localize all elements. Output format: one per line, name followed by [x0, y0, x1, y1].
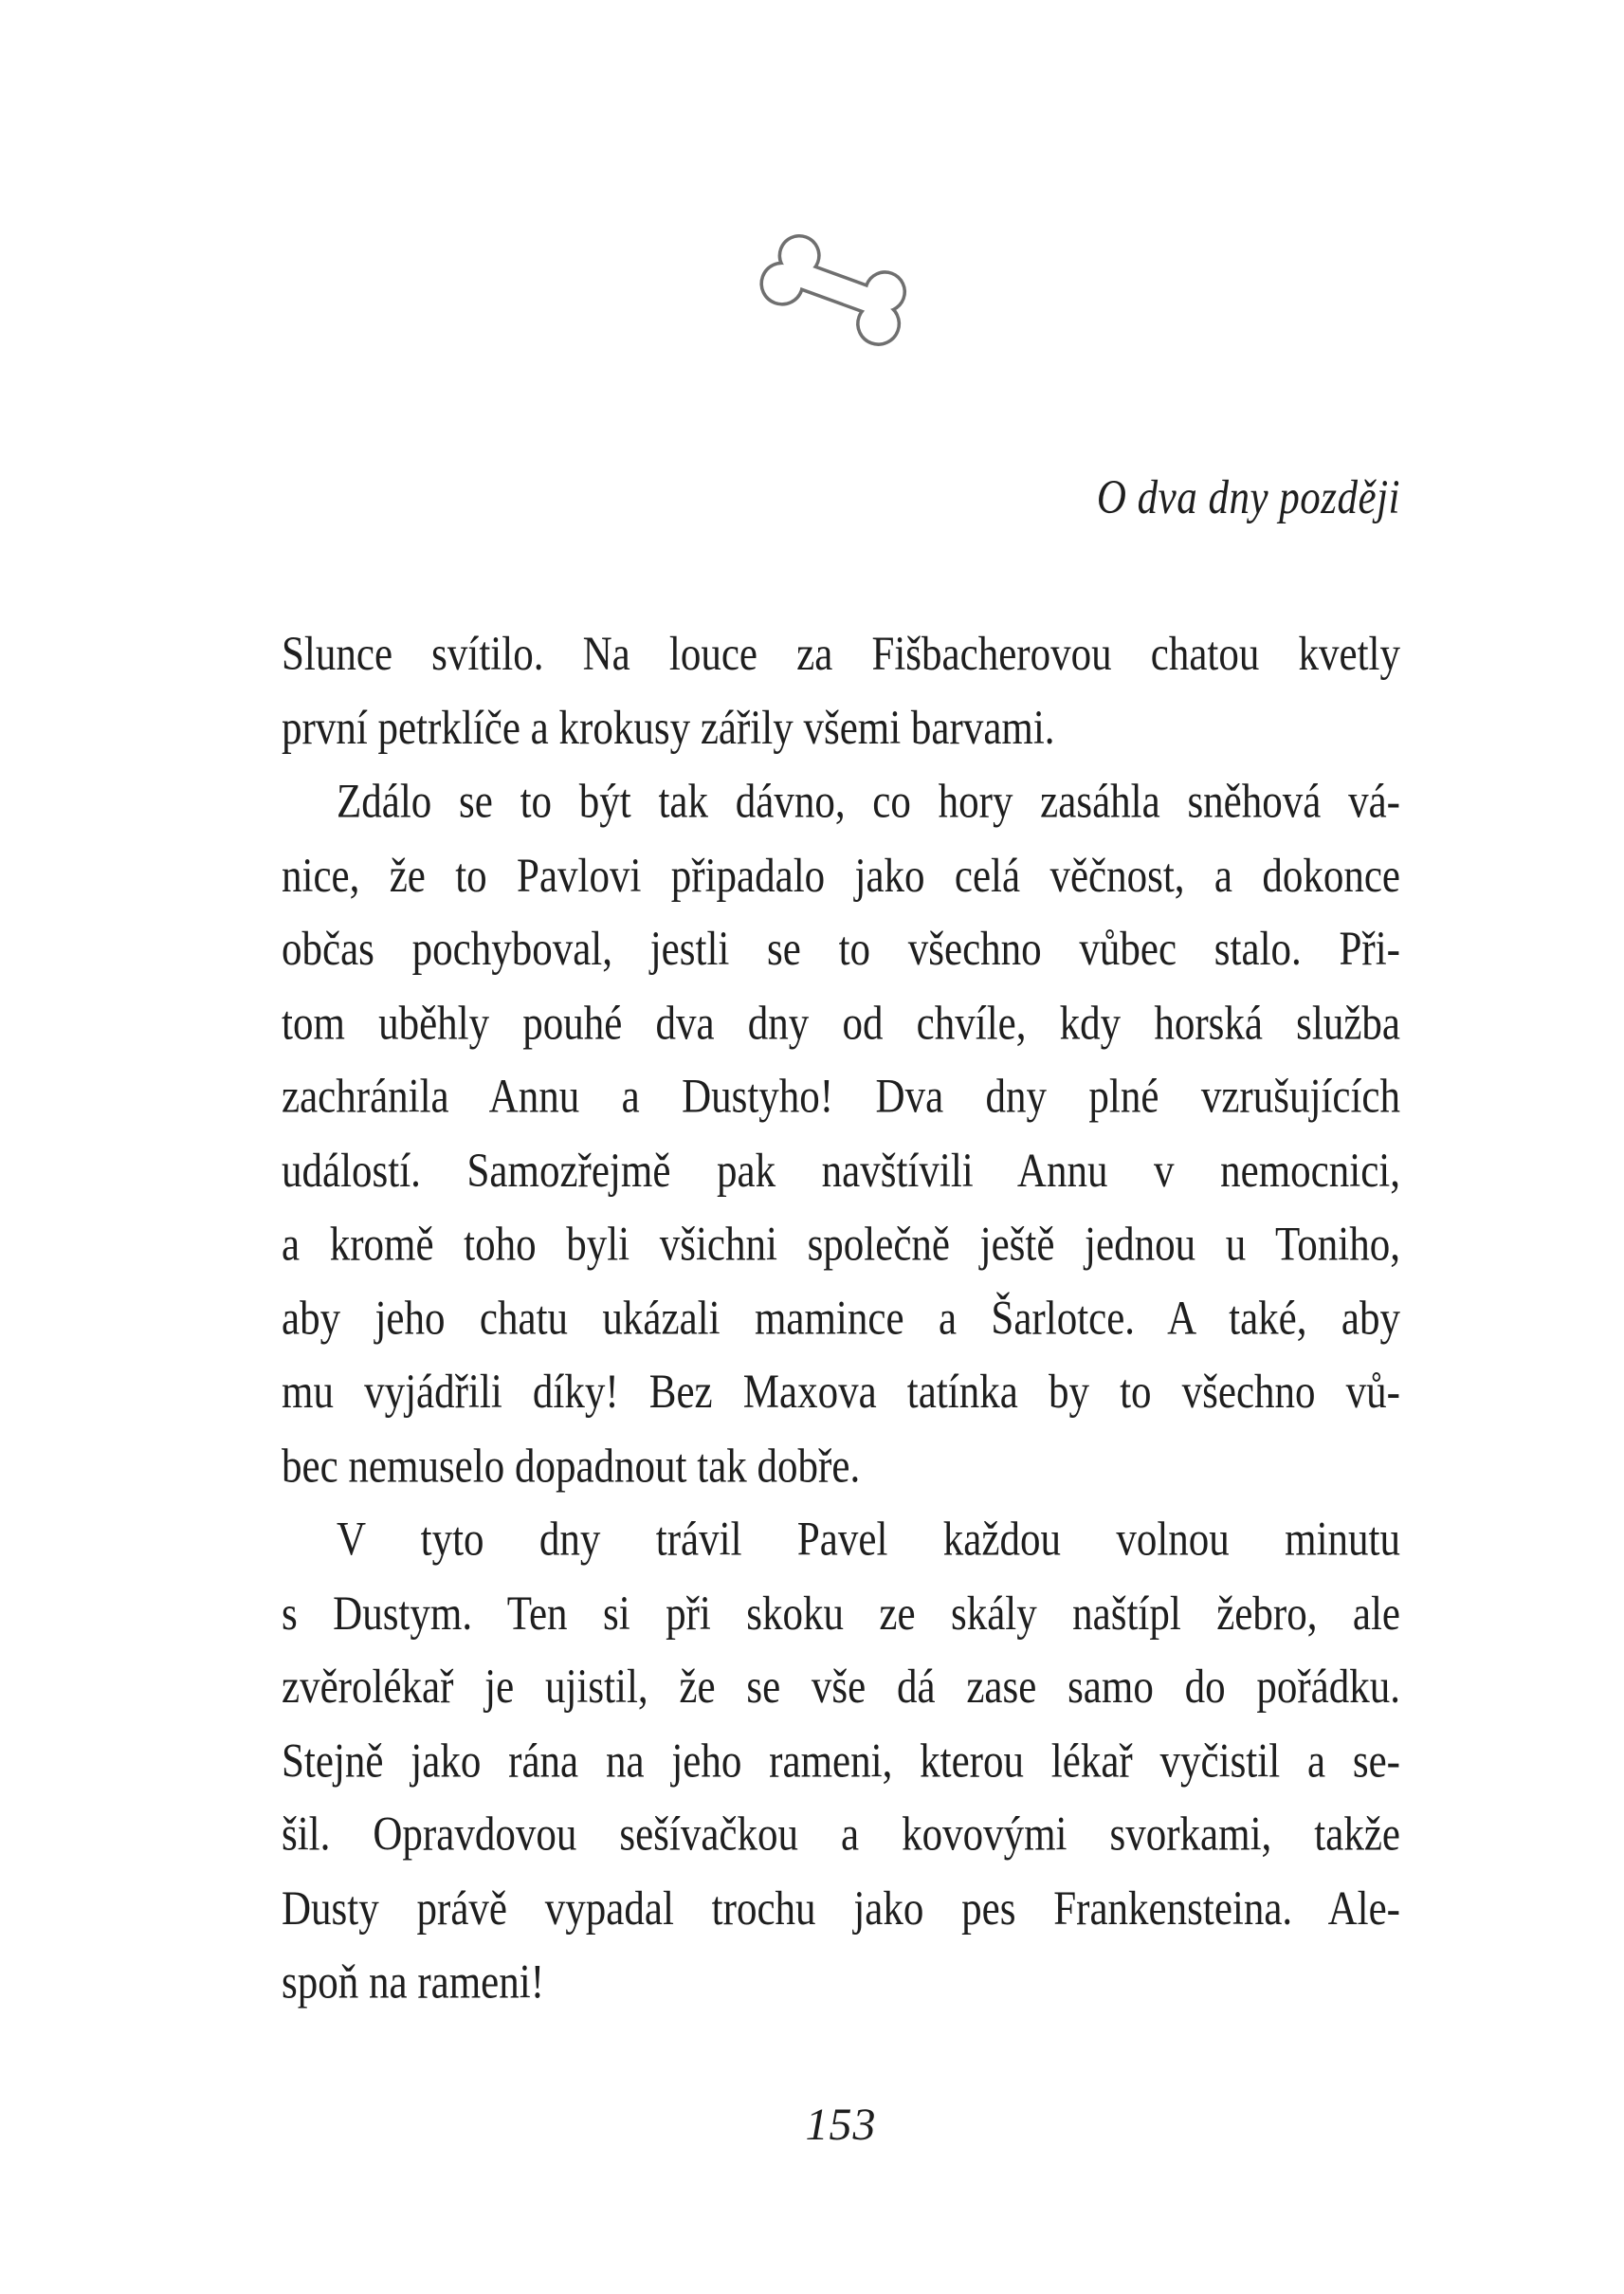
- text-line: Zdálo se to být tak dávno, co hory zasáhla sněhová vá-: [337, 776, 1400, 829]
- bone-icon: [750, 231, 917, 355]
- text-line: spoň na rameni!: [282, 1956, 545, 2010]
- text-line: nice, že to Pavlovi připadalo jako celá věčnost, a dokonce: [282, 849, 1400, 902]
- text-line: a kromě toho byli všichni společně ještě jednou u Toniho,: [282, 1218, 1400, 1271]
- text-line: občas pochyboval, jestli se to všechno vůbec stalo. Při-: [282, 923, 1400, 976]
- text-line: mu vyjádřili díky! Bez Maxova tatínka by to všechno vů-: [282, 1366, 1400, 1419]
- text-line: Dusty právě vypadal trochu jako pes Frankensteina. Ale-: [282, 1882, 1400, 1936]
- text-line: V tyto dny trávil Pavel každou volnou minutu: [337, 1514, 1400, 1567]
- text-line: tom uběhly pouhé dva dny od chvíle, kdy horská služba: [282, 997, 1400, 1050]
- text-line: s Dustym. Ten si při skoku ze skály naštípl žebro, ale: [282, 1587, 1400, 1640]
- text-line: bec nemuselo dopadnout tak dobře.: [282, 1440, 861, 1493]
- text-line: událostí. Samozřejmě pak navštívili Annu v nemocnici,: [282, 1145, 1400, 1198]
- text-line: zachránila Annu a Dustyho! Dva dny plné vzrušujících: [282, 1071, 1400, 1124]
- text-line: zvěrolékař je ujistil, že se vše dá zase samo do pořádku.: [282, 1661, 1400, 1714]
- text-line: šil. Opravdovou sešívačkou a kovovými svorkami, takže: [282, 1808, 1400, 1862]
- body-text: [282, 618, 1400, 2020]
- text-line: Slunce svítilo. Na louce za Fišbacherovou chatou kvetly: [282, 628, 1400, 681]
- text-line: aby jeho chatu ukázali mamince a Šarlotce. A také, aby: [282, 1292, 1400, 1345]
- chapter-subtitle: O dva dny později: [1096, 471, 1400, 524]
- page-number: 153: [805, 2100, 877, 2150]
- text-line: Stejně jako rána na jeho rameni, kterou lékař vyčistil a se-: [282, 1734, 1400, 1788]
- text-line: první petrklíče a krokusy zářily všemi barvami.: [282, 702, 1055, 755]
